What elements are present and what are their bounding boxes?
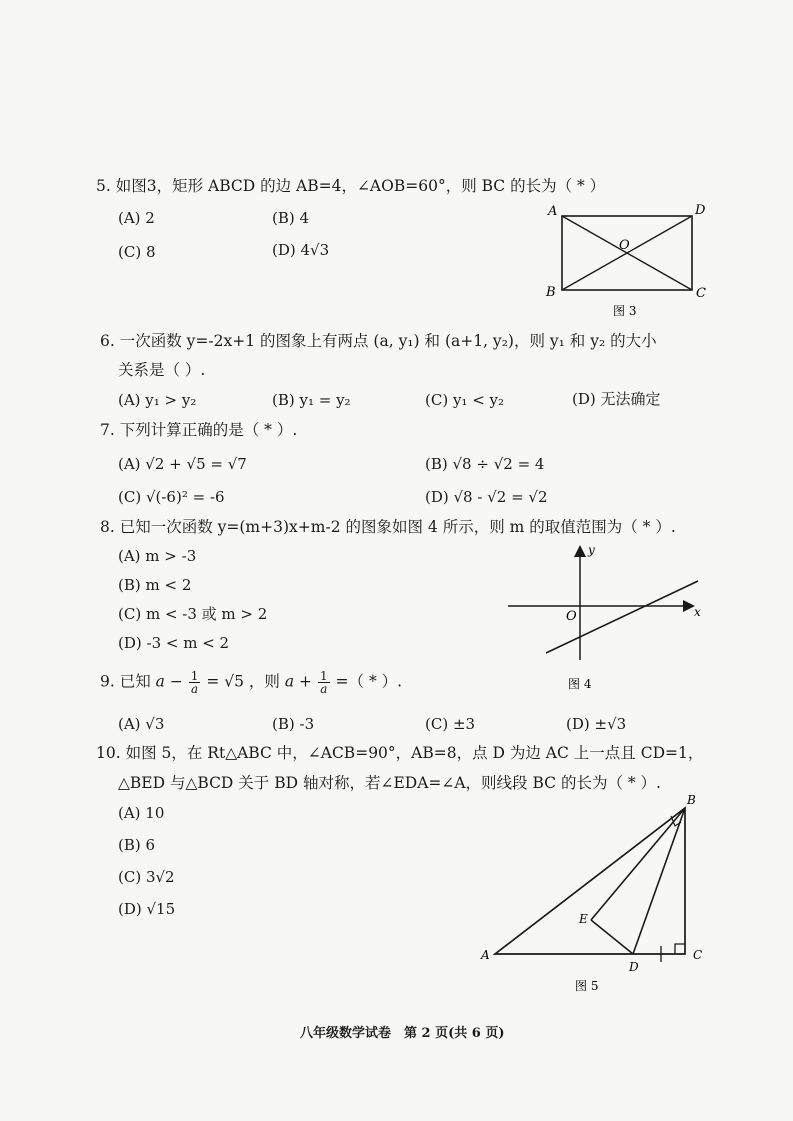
q10-option-b: (B) 6 (118, 836, 156, 854)
q6-option-b: (B) y₁ = y₂ (272, 391, 351, 409)
segment-be (591, 808, 685, 920)
figure-4-caption: 图 4 (568, 677, 592, 691)
segment-bd (633, 808, 685, 954)
label-b: B (546, 285, 556, 300)
figure-5-triangle (475, 790, 715, 1000)
segment-ed (591, 920, 633, 954)
q5-option-b: (B) 4 (272, 209, 310, 227)
q7-option-b: (B) √8 ÷ √2 = 4 (425, 455, 545, 473)
q5-option-c: (C) 8 (118, 243, 156, 261)
q6-stem-line2: 关系是（ ）. (118, 361, 206, 379)
q10-option-c: (C) 3√2 (118, 868, 175, 886)
q9-fraction-1 (189, 670, 201, 695)
fraction-numerator: 1 (319, 669, 328, 683)
figure-3-caption: 图 3 (613, 304, 637, 318)
label-x: x (694, 605, 701, 619)
label-c: C (696, 286, 706, 301)
label-c: C (693, 948, 703, 962)
q10-stem-line2: △BED 与△BCD 关于 BD 轴对称，若∠EDA=∠A，则线段 BC 的长为（ * ）. (118, 774, 661, 792)
q9-lhs2: a + (284, 672, 313, 691)
fraction-numerator: 1 (190, 669, 199, 683)
label-y: y (588, 543, 595, 557)
q6-option-d: (D) 无法确定 (572, 390, 661, 408)
label-a: A (481, 948, 490, 962)
fraction-denominator: a (190, 682, 199, 696)
label-d: D (629, 960, 639, 974)
q9-rhs1: = √5 ，则 (206, 672, 280, 691)
q9-lhs: a − (155, 672, 183, 691)
q8-stem: 8. 已知一次函数 y=(m+3)x+m-2 的图象如图 4 所示，则 m 的取值范围为（ * ）. (100, 518, 676, 536)
q9-stem (100, 670, 402, 695)
q8-option-c: (C) m < -3 或 m > 2 (118, 605, 268, 623)
q9-option-c: (C) ±3 (425, 715, 476, 733)
q10-option-a: (A) 10 (118, 804, 165, 822)
figure-3-rectangle (540, 198, 715, 323)
label-d: D (695, 203, 706, 218)
q7-option-d: (D) √8 - √2 = √2 (425, 488, 548, 506)
q7-stem: 7. 下列计算正确的是（ * ）. (100, 421, 298, 439)
q8-option-b: (B) m < 2 (118, 576, 192, 594)
q6-stem-line1: 6. 一次函数 y=-2x+1 的图象上有两点 (a, y₁) 和 (a+1, y₂)，则 y₁ 和 y₂ 的大小 (100, 332, 657, 350)
page-footer: 八年级数学试卷 第 2 页(共 6 页) (300, 1026, 505, 1041)
label-origin: O (566, 609, 577, 624)
q5-stem: 5. 如图3，矩形 ABCD 的边 AB=4，∠AOB=60°，则 BC 的长为（ * ） (96, 177, 606, 195)
q5-option-a: (A) 2 (118, 209, 155, 227)
q7-option-c: (C) √(-6)² = -6 (118, 488, 225, 506)
figure-4-graph (500, 540, 710, 700)
q6-option-a: (A) y₁ > y₂ (118, 391, 197, 409)
q5-option-d: (D) 4√3 (272, 241, 330, 259)
triangle-abc (495, 808, 685, 954)
label-a: A (548, 204, 558, 219)
label-e: E (579, 912, 588, 926)
q8-option-d: (D) -3 < m < 2 (118, 634, 230, 652)
q9-prefix: 9. 已知 (100, 672, 151, 691)
q9-rhs2: =（ * ）. (335, 672, 403, 691)
q8-option-a: (A) m > -3 (118, 547, 197, 565)
right-angle-mark-c (675, 944, 685, 954)
label-b: B (687, 793, 696, 807)
q10-option-d: (D) √15 (118, 900, 176, 918)
q9-option-d: (D) ±√3 (566, 715, 627, 733)
figure-5-caption: 图 5 (575, 979, 599, 993)
q9-option-b: (B) -3 (272, 715, 315, 733)
label-o: O (619, 238, 630, 253)
q9-fraction-2 (318, 670, 330, 695)
q9-option-a: (A) √3 (118, 715, 165, 733)
fraction-denominator: a (320, 682, 328, 696)
q7-option-a: (A) √2 + √5 = √7 (118, 455, 247, 473)
q10-stem-line1: 10. 如图 5，在 Rt△ABC 中，∠ACB=90°，AB=8，点 D 为边 AC 上一点且 CD=1， (96, 744, 704, 762)
q6-option-c: (C) y₁ < y₂ (425, 391, 505, 409)
